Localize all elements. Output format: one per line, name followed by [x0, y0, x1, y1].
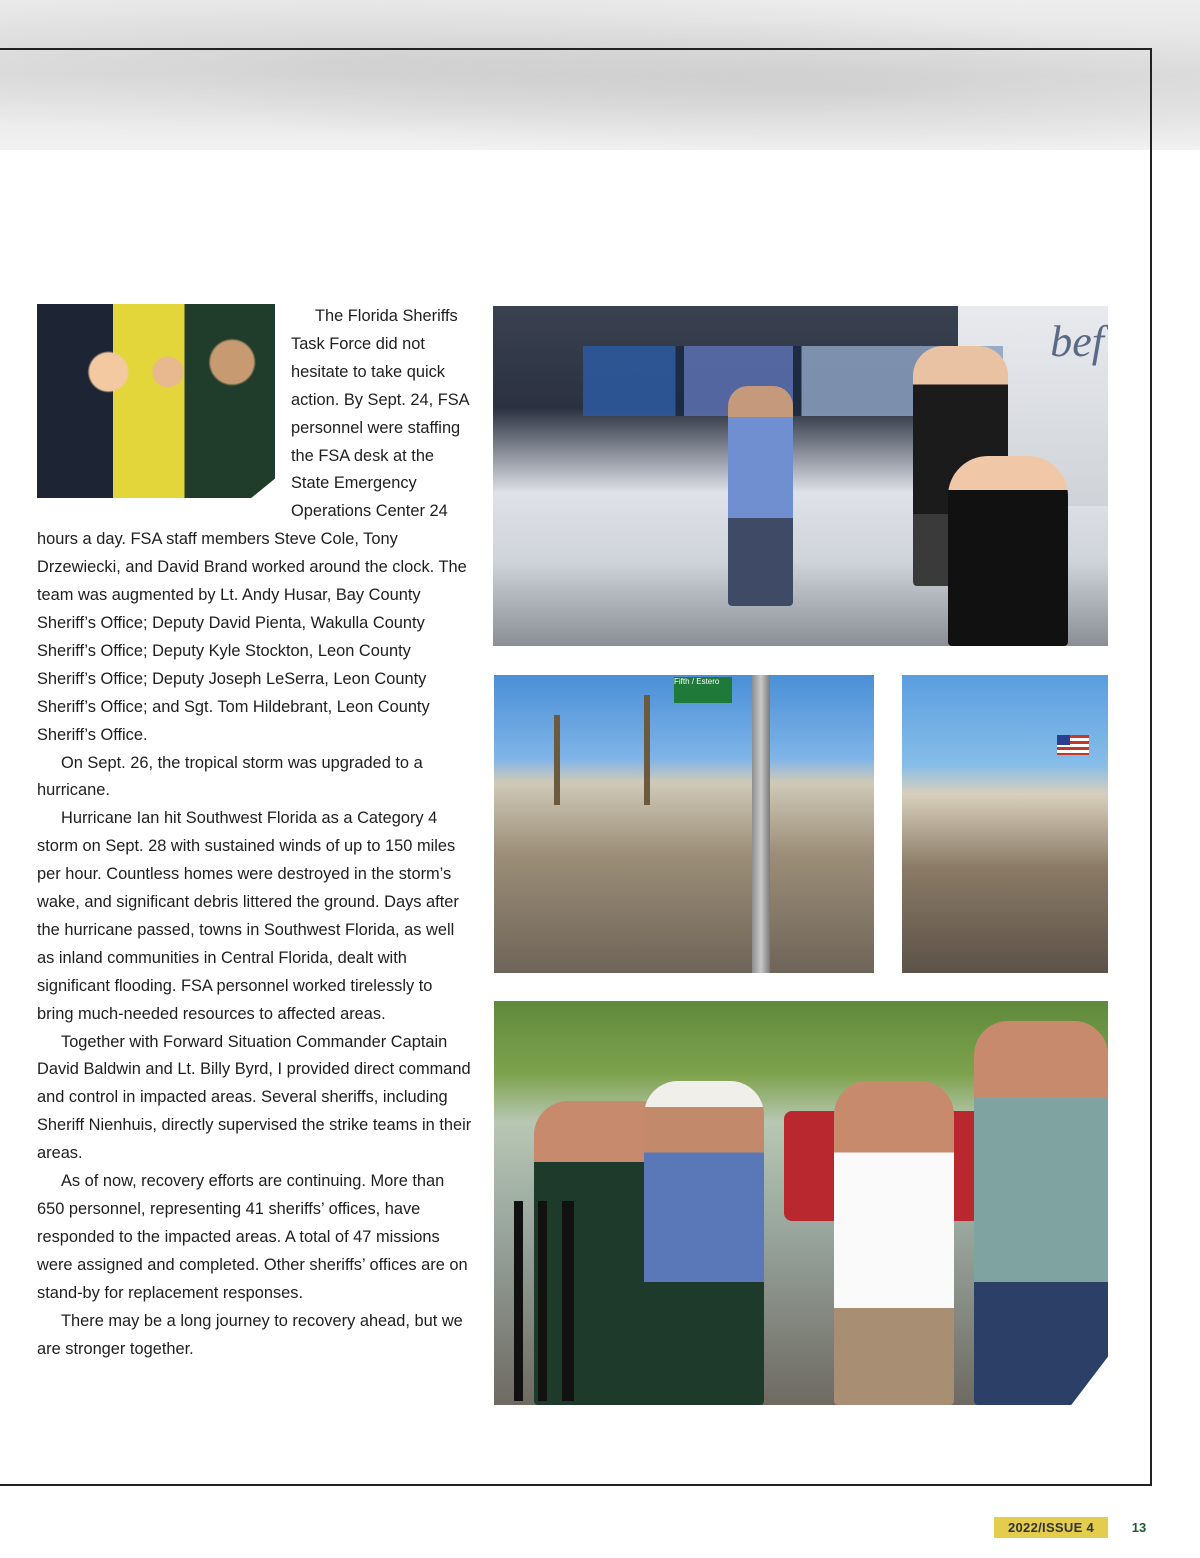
hurricane-debris-street-photo	[494, 675, 874, 973]
eoc-person-standing	[728, 386, 793, 606]
eoc-wall-lettering: bef	[1050, 317, 1104, 366]
page-number: 13	[1131, 1520, 1147, 1535]
article-paragraph-1: The Florida Sheriffs Task Force did not hesitate to take quick action. By Sept. 24, FSA personnel were staffing the FSA desk at the State Emergency Operations Center 24 hours a day. FSA staff members Steve Cole, Tony Drzewiecki, and David Brand worked around the clock. The team was augmented by Lt. Andy Husar, Bay County Sheriff’s Office; Deputy David Pienta, Wakulla County Sheriff’s Office; Deputy Kyle Stockton, Leon County Sheriff’s Office; Deputy Joseph LeSerra, Leon County Sheriff’s Office; and Sgt. Tom Hildebrant, Leon County Sheriff’s Office.	[37, 307, 469, 744]
article-paragraph-3: Hurricane Ian hit Southwest Florida as a Category 4 storm on Sept. 28 with sustained winds of up to 150 miles per hour. Countless homes were destroyed in the storm’s wake, and significant debris littered the ground. Days after the hurricane passed, towns in Southwest Florida, as well as inland communities in Central Florida, dealt with significant flooding. FSA personnel worked tirelessly to bring much-needed resources to affected areas.	[37, 809, 459, 1023]
article-paragraph-6: There may be a long journey to recovery ahead, but we are stronger together.	[37, 1311, 463, 1358]
article-paragraph-4: Together with Forward Situation Commander Captain David Baldwin and Lt. Billy Byrd, I provided direct command and control in impacted areas. Several sheriffs, including Sheriff Nienhuis, directly supervised the strike teams in their areas.	[37, 1032, 472, 1163]
street-sign	[674, 677, 732, 703]
article-paragraph-2: On Sept. 26, the tropical storm was upgraded to a hurricane.	[37, 753, 423, 800]
sheriffs-press-conference-photo	[494, 1001, 1108, 1405]
american-flag	[1057, 735, 1089, 755]
article-body	[37, 303, 473, 1363]
sheriff-white-shirt	[834, 1081, 954, 1405]
utility-pole	[752, 675, 770, 973]
sheriff-sunglasses	[974, 1021, 1108, 1405]
microphones	[514, 1201, 574, 1401]
eoc-person-seated	[948, 456, 1068, 646]
sheriff-cowboy-hat	[644, 1081, 764, 1405]
issue-label: 2022/ISSUE 4	[994, 1517, 1108, 1538]
emergency-operations-center-photo	[493, 306, 1108, 646]
destroyed-beachfront-photo	[902, 675, 1108, 973]
palm-tree	[554, 715, 560, 805]
palm-tree	[644, 695, 650, 805]
street-sign-text: Fifth / Estero	[674, 677, 720, 686]
sheriffs-meeting-photo	[37, 304, 275, 498]
article-paragraph-5: As of now, recovery efforts are continuing. More than 650 personnel, representing 41 sheriffs’ offices, have responded to the impacted areas. A total of 47 missions were assigned and completed. Other sheriffs’ offices are on stand-by for replacement responses.	[37, 1172, 468, 1302]
